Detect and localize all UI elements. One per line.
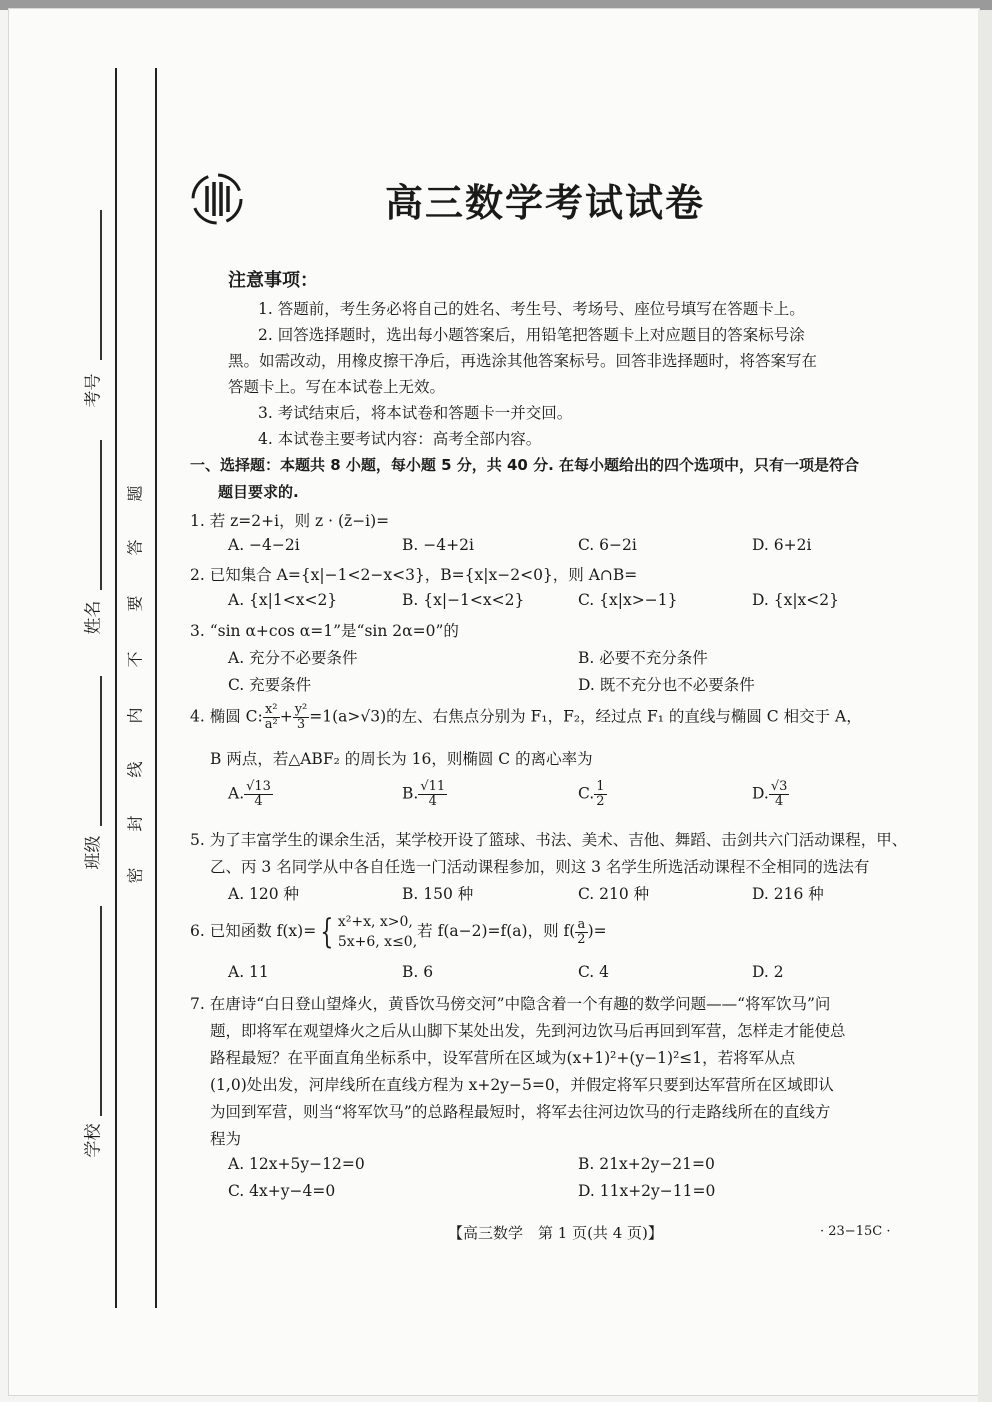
seal-char-2: 答 — [125, 539, 145, 556]
q4-frac-y — [293, 703, 310, 732]
q6-option-c[interactable]: C. 4 — [578, 963, 610, 981]
q5-option-b[interactable]: B. 150 种 — [402, 885, 474, 903]
q7-option-d[interactable]: D. 11x+2y−11=0 — [578, 1182, 716, 1200]
q6-end: )= — [587, 922, 607, 940]
q4-option-d[interactable] — [752, 780, 789, 809]
q4-stem-line2: B 两点，若△ABF₂ 的周长为 16，则椭圆 C 的离心率为 — [210, 750, 593, 768]
q4-a-den: 4 — [254, 794, 263, 809]
seal-char-1: 题 — [125, 485, 145, 502]
q4-d-frac — [769, 780, 790, 809]
q7-line-6: 程为 — [210, 1130, 242, 1148]
q2-option-b[interactable]: B. {x|−1<x<2} — [402, 591, 525, 609]
q1-stem: 1. 若 z=2+i，则 z · (z̄−i)= — [190, 512, 390, 530]
q2-option-d[interactable]: D. {x|x<2} — [752, 591, 840, 609]
q2-stem: 2. 已知集合 A={x|−1<2−x<3}，B={x|x−2<0}，则 A∩B= — [190, 566, 638, 584]
q5-option-d[interactable]: D. 216 种 — [752, 885, 824, 903]
section-heading: 一、选择题：本题共 8 小题，每小题 5 分，共 40 分. 在每小题给出的四个选项中，只有一项是符合 — [190, 456, 860, 474]
q4-option-a[interactable] — [228, 780, 273, 809]
q3-stem: 3. “sin α+cos α=1”是“sin 2α=0”的 — [190, 622, 459, 640]
q5-option-a[interactable]: A. 120 种 — [228, 885, 300, 903]
q6-stem — [190, 912, 607, 952]
q4-frac-y-den: 3 — [296, 717, 306, 732]
q3-option-d[interactable]: D. 既不充分也不必要条件 — [578, 676, 755, 694]
q6-brace: { — [320, 912, 334, 952]
q1-option-a[interactable]: A. −4−2i — [228, 536, 300, 554]
seal-char-8: 密 — [125, 867, 145, 884]
q4-option-b[interactable] — [402, 780, 447, 809]
q4-stem-pre: 4. 椭圆 C: — [190, 707, 263, 726]
seal-char-6: 线 — [125, 761, 145, 778]
q7-line-3: 路程最短？在平面直角坐标系中，设军营所在区域为(x+1)²+(y−1)²≤1，若将军从点 — [210, 1049, 796, 1067]
notes-line-5: 3. 考试结束后，将本试卷和答题卡一并交回。 — [258, 404, 573, 422]
q4-frac-x-num: x² — [263, 703, 280, 718]
section-heading-cont: 题目要求的. — [218, 483, 299, 501]
q7-option-c[interactable]: C. 4x+y−4=0 — [228, 1182, 336, 1200]
q6-option-d[interactable]: D. 2 — [752, 963, 784, 981]
q1-option-c[interactable]: C. 6−2i — [578, 536, 637, 554]
q4-a-num: √13 — [246, 779, 271, 794]
q4-option-c[interactable] — [578, 780, 607, 809]
q7-option-a[interactable]: A. 12x+5y−12=0 — [228, 1155, 365, 1173]
q4-d-den: 4 — [774, 794, 784, 809]
q3-option-a[interactable]: A. 充分不必要条件 — [228, 649, 358, 667]
q4-b-num: √11 — [420, 779, 446, 794]
q6-frac — [575, 918, 587, 947]
exam-logo-icon — [190, 172, 244, 226]
notes-line-6: 4. 本试卷主要考试内容：高考全部内容。 — [258, 430, 542, 448]
q5-stem-line1: 5. 为了丰富学生的课余生活，某学校开设了篮球、书法、美术、吉他、舞蹈、击剑共六门活动课程，甲、 — [190, 831, 908, 849]
q1-option-b[interactable]: B. −4+2i — [402, 536, 474, 554]
page-footer: 【高三数学 第 1 页(共 4 页)】 — [448, 1224, 663, 1242]
q6-pre: 6. 已知函数 f(x)= — [190, 922, 317, 940]
q4-b-frac — [418, 780, 447, 809]
q4-frac-x-den: a² — [264, 717, 278, 732]
seal-char-7: 封 — [125, 815, 145, 832]
notes-line-1: 1. 答题前，考生务必将自己的姓名、考生号、考场号、座位号填写在答题卡上。 — [258, 300, 805, 318]
q5-stem-line2: 乙、丙 3 名同学从中各自任选一门活动课程参加，则这 3 名学生所选活动课程不全相同的选法有 — [210, 858, 870, 876]
side-label-banji: 班级 — [83, 835, 104, 870]
side-blank-xingming[interactable] — [100, 440, 102, 590]
q3-option-c[interactable]: C. 充要条件 — [228, 676, 312, 694]
q4-stem — [190, 703, 862, 732]
notes-line-4: 答题卡上。写在本试卷上无效。 — [228, 378, 446, 396]
side-blank-xuexiao[interactable] — [100, 906, 102, 1116]
q7-option-b[interactable]: B. 21x+2y−21=0 — [578, 1155, 715, 1173]
q3-option-b[interactable]: B. 必要不充分条件 — [578, 649, 708, 667]
seal-char-4: 不 — [125, 651, 145, 668]
side-label-xuexiao: 学校 — [83, 1123, 104, 1158]
binding-line-outer — [115, 68, 117, 1308]
q4-a-label: A. — [228, 784, 245, 803]
q4-a-frac — [244, 780, 273, 809]
q4-stem-post: =1(a>√3)的左、右焦点分别为 F₁，F₂，经过点 F₁ 的直线与椭圆 C 相交于 A， — [309, 707, 862, 726]
q4-frac-x — [263, 703, 280, 732]
q4-c-label: C. — [578, 784, 595, 803]
q4-plus: + — [279, 707, 293, 726]
q6-case-1: x²+x, x>0, — [337, 914, 413, 930]
seal-char-5: 内 — [125, 707, 145, 724]
side-label-kaohao: 考号 — [83, 373, 104, 408]
q4-b-den: 4 — [428, 794, 437, 809]
q6-frac-den: 2 — [577, 931, 586, 947]
side-label-xingming: 姓名 — [83, 600, 104, 635]
notes-line-2: 2. 回答选择题时，选出每小题答案后，用铅笔把答题卡上对应题目的答案标号涂 — [258, 326, 805, 344]
q2-option-a[interactable]: A. {x|1<x<2} — [228, 591, 338, 609]
notes-heading: 注意事项： — [228, 270, 318, 291]
q2-option-c[interactable]: C. {x|x>−1} — [578, 591, 678, 609]
q6-frac-num: a — [575, 918, 587, 933]
q4-d-num: √3 — [770, 779, 788, 794]
q6-option-b[interactable]: B. 6 — [402, 963, 434, 981]
binding-line-inner — [155, 68, 157, 1308]
q7-line-4: (1,0)处出发，河岸线所在直线方程为 x+2y−5=0，并假定将军只要到达军营所在区域即认 — [210, 1076, 834, 1094]
q4-c-den: 2 — [596, 794, 605, 809]
q4-c-frac — [594, 780, 606, 809]
q7-line-5: 为回到军营，则当“将军饮马”的总路程最短时，将军去往河边饮马的行走路线所在的直线方 — [210, 1103, 831, 1121]
q4-d-label: D. — [752, 784, 769, 803]
page-title: 高三数学考试试卷 — [385, 181, 706, 225]
page-code: · 23−15C · — [820, 1224, 891, 1239]
q5-option-c[interactable]: C. 210 种 — [578, 885, 650, 903]
q7-line-2: 题，即将军在观望烽火之后从山脚下某处出发，先到河边饮马后再回到军营，怎样走才能使总 — [210, 1022, 846, 1040]
q6-option-a[interactable]: A. 11 — [228, 963, 269, 981]
q4-c-num: 1 — [596, 779, 605, 794]
notes-line-3: 黑。如需改动，用橡皮擦干净后，再选涂其他答案标号。回答非选择题时，将答案写在 — [228, 352, 818, 370]
q4-frac-y-num: y² — [294, 702, 308, 717]
q6-post: 若 f(a−2)=f(a)，则 f( — [417, 922, 576, 940]
q6-case-2: 5x+6, x≤0, — [337, 934, 418, 950]
q1-option-d[interactable]: D. 6+2i — [752, 536, 812, 554]
q6-cases — [338, 912, 417, 952]
q4-b-label: B. — [402, 784, 419, 803]
side-blank-banji[interactable] — [100, 676, 102, 826]
seal-char-3: 要 — [125, 595, 145, 612]
scan-right-edge — [978, 10, 992, 1402]
q7-line-1: 7. 在唐诗“白日登山望烽火，黄昏饮马傍交河”中隐含着一个有趣的数学问题——“将军饮马”问 — [190, 995, 831, 1013]
side-blank-kaohao[interactable] — [100, 210, 102, 360]
